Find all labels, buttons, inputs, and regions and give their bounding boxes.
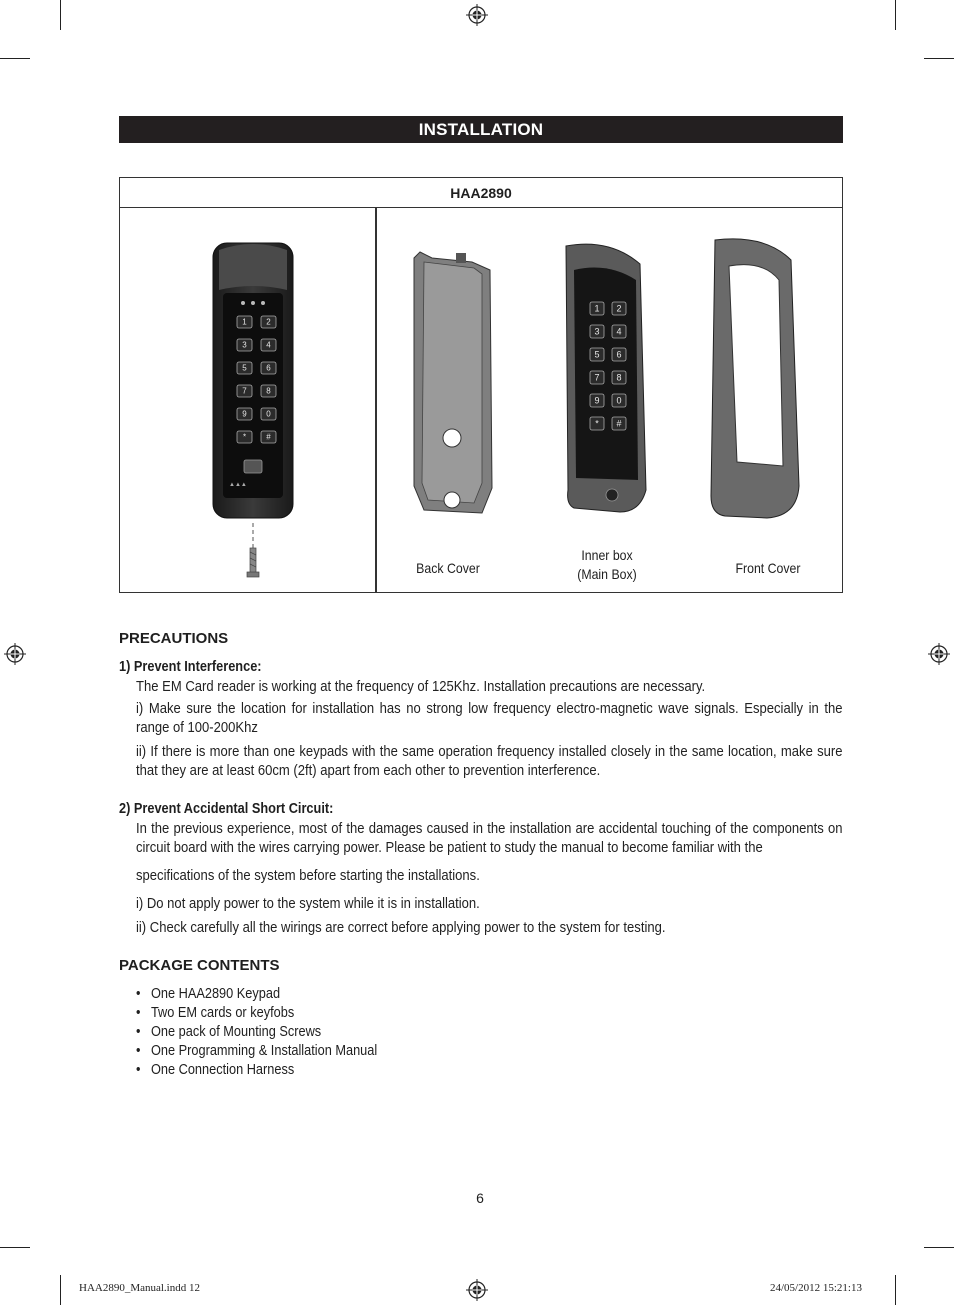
package-title: PACKAGE CONTENTS	[119, 957, 280, 974]
crop-mark	[60, 0, 61, 30]
key-label: 9	[242, 409, 247, 419]
interference-intro: The EM Card reader is working at the frequency of 125Khz. Installation precautions are necessary.	[136, 679, 706, 695]
crop-mark	[895, 1275, 896, 1305]
key-label: #	[616, 418, 622, 429]
short-circuit-heading: 2) Prevent Accidental Short Circuit:	[119, 801, 334, 817]
inner-box-illustration	[560, 240, 656, 520]
crop-mark	[895, 0, 896, 30]
crop-mark	[60, 1275, 61, 1305]
key-label: 8	[616, 372, 622, 383]
caption-inner-box-line2: (Main Box)	[577, 566, 637, 582]
front-cover-illustration	[705, 236, 805, 522]
registration-mark-icon	[928, 643, 950, 665]
key-label: 6	[266, 363, 271, 373]
list-item: • One Programming & Installation Manual	[136, 1042, 377, 1061]
caption-inner-box-line1: Inner box	[581, 547, 633, 563]
list-item: • One Connection Harness	[136, 1061, 377, 1080]
caption-front-cover: Front Cover	[735, 560, 801, 576]
key-label: 4	[616, 326, 622, 337]
key-label: 1	[594, 303, 600, 314]
caption-inner-box	[559, 546, 656, 584]
list-item: • Two EM cards or keyfobs	[136, 1004, 377, 1023]
short-circuit-intro: In the previous experience, most of the damages caused in the installation are accidental touching of the components on circuit board with the wires carrying power. Please be patient to study the manual to become familiar with the	[136, 821, 843, 856]
key-label: 8	[266, 386, 271, 396]
key-label: 3	[242, 340, 247, 350]
key-label: 7	[594, 372, 600, 383]
slug-left: HAA2890_Manual.indd 12	[79, 1282, 200, 1294]
key-label: 0	[266, 409, 271, 419]
key-label: 5	[594, 349, 600, 360]
package-list	[136, 985, 377, 1080]
interference-item-2: ii) If there is more than one keypads with the same operation frequency installed closely in the same location, make sure that they are at least 60cm (2ft) apart from each other to prevention interference.	[136, 744, 843, 779]
list-item: • One pack of Mounting Screws	[136, 1023, 377, 1042]
list-item: • One HAA2890 Keypad	[136, 985, 377, 1004]
page-number: 6	[476, 1190, 484, 1206]
svg-text:▲▲▲: ▲▲▲	[229, 482, 247, 488]
precautions-title: PRECAUTIONS	[119, 630, 229, 647]
registration-mark-icon	[4, 643, 26, 665]
key-label: 3	[594, 326, 600, 337]
back-cover-illustration	[412, 248, 496, 518]
keypad-assembled-illustration	[205, 238, 305, 583]
key-label: 9	[594, 395, 600, 406]
crop-mark	[924, 1247, 954, 1248]
slug-right: 24/05/2012 15:21:13	[770, 1282, 862, 1294]
crop-mark	[0, 1247, 30, 1248]
caption-back-cover: Back Cover	[416, 560, 480, 576]
key-label: 5	[242, 363, 247, 373]
interference-item-1: i) Make sure the location for installation has no strong low frequency electro-magnetic wave signals. Especially in the range of 100-200Khz	[136, 701, 843, 736]
crop-mark	[0, 58, 30, 59]
short-circuit-intro-cont: specifications of the system before starting the installations.	[136, 868, 480, 884]
interference-heading: 1) Prevent Interference:	[119, 659, 262, 675]
key-label: #	[266, 432, 271, 442]
registration-mark-icon	[466, 4, 488, 26]
crop-mark	[924, 58, 954, 59]
key-label: 4	[266, 340, 271, 350]
registration-mark-icon	[466, 1279, 488, 1301]
short-circuit-item-2: ii) Check carefully all the wirings are correct before applying power to the system for testing.	[136, 920, 666, 936]
figure-table	[119, 177, 843, 593]
key-label: 2	[616, 303, 622, 314]
key-label: 2	[266, 317, 271, 327]
figure-header: HAA2890	[120, 178, 842, 208]
key-label: 1	[242, 317, 247, 327]
key-label: 7	[242, 386, 247, 396]
figure-divider	[375, 208, 377, 593]
key-label: *	[595, 418, 599, 429]
key-label: *	[242, 432, 247, 442]
short-circuit-item-1: i) Do not apply power to the system while it is in installation.	[136, 896, 480, 912]
key-label: 0	[616, 395, 622, 406]
key-label: 6	[616, 349, 622, 360]
section-title: INSTALLATION	[119, 116, 843, 143]
